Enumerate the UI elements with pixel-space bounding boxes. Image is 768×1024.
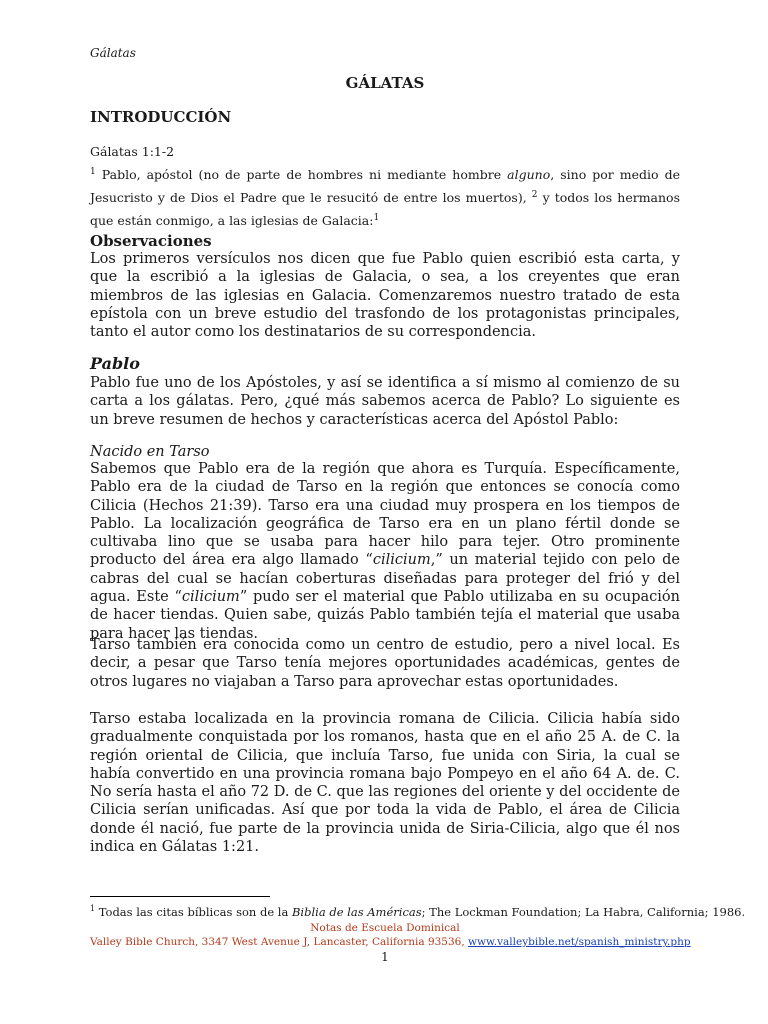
verse-part: y todos los hermanos que están conmigo, a las iglesias de Galacia: (90, 190, 681, 229)
italic-title: Biblia de las Américas (291, 904, 422, 919)
text-run: Sabemos que Pablo era de la región que ahora es Turquía. Específicamente, Pablo era de la ciudad de Tarso en la región que entonces se conocía como Cilicia (Hechos 21:39). Tarso era una ciudad muy prospera en los tiempos de Pablo. La localización geográfica de Tarso era en un plano fértil donde se cultivaba lino que se usaba para hacer hilo para tejer. Otro prominente producto del área era algo llamado “ (90, 461, 680, 569)
tarso-paragraph-3: Tarso estaba localizada en la provincia romana de Cilicia. Cilicia había sido gradualmente conquistada por los romanos, hasta que en el año 25 A. de C. la región oriental de Cilicia, que incluía Tarso, fue unida con Siria, la cual se había convertido en una provincia romana bajo Pompeyo en el año 64 A. de. C. No sería hasta el año 72 D. de C. que las regiones del oriente y del occidente de Cilicia serían unificadas. Así que por toda la vida de Pablo, el área de Cilicia donde él nació, fue parte de la provincia unida de Siria-Cilicia, algo que él nos indica en Gálatas 1:21. (90, 711, 680, 856)
verse-number: 1 (90, 167, 96, 177)
text-run: Todas las citas bíblicas son de la (95, 904, 292, 919)
page-title: GÁLATAS (345, 74, 425, 92)
footnote-marker: 1 (373, 213, 380, 224)
verse-italic: alguno (507, 167, 551, 183)
section-heading: INTRODUCCIÓN (90, 108, 232, 126)
address-text: Valley Bible Church, 3347 West Avenue J, Lancaster, California 93536, (90, 936, 469, 948)
verse-part: Pablo, apóstol (no de parte de hombres ni mediante hombre (95, 167, 508, 183)
footnote-number: 1 (90, 904, 96, 913)
footnote-divider (90, 896, 270, 897)
text-run: ; The Lockman Foundation; La Habra, California; 1986. (421, 904, 746, 919)
verse-text (90, 162, 680, 231)
footer-school: Notas de Escuela Dominical (310, 922, 460, 934)
italic-term: cilicium (181, 589, 240, 606)
tarso-paragraph-1 (90, 460, 680, 643)
verse-number: 2 (531, 190, 538, 201)
pablo-paragraph: Pablo fue uno de los Apóstoles, y así se identifica a sí mismo al comienzo de su carta a los gálatas. Pero, ¿qué más sabemos acerca de Pablo? Lo siguiente es un breve resumen de hechos y características acerca del Apóstol Pablo: (90, 375, 680, 428)
text-run: ” pudo ser el material que Pablo utilizaba en su ocupación de hacer tiendas. Quien sabe, quizás Pablo también tejía el material que usaba para hacer las tiendas. (90, 589, 680, 642)
footnote (90, 904, 745, 919)
running-header: Gálatas (90, 46, 136, 60)
italic-term: cilicium (372, 552, 431, 569)
page-number: 1 (381, 950, 389, 964)
text-run: ,” un material tejido con pelo de cabras del cual se hacían coberturas diseñadas para proteger del frió y del agua. Este “ (90, 552, 680, 606)
pablo-heading: Pablo (90, 354, 140, 373)
footer-address (90, 936, 691, 948)
tarso-heading: Nacido en Tarso (90, 444, 210, 460)
observaciones-heading: Observaciones (90, 232, 212, 250)
verse-reference: Gálatas 1:1-2 (90, 144, 175, 159)
tarso-paragraph-2: Tarso también era conocida como un centro de estudio, pero a nivel local. Es decir, a pesar que Tarso tenía mejores oportunidades académicas, gentes de otros lugares no viajaban a Tarso para aprovechar estas oportunidades. (90, 637, 680, 690)
ministry-link[interactable]: www.valleybible.net/spanish_ministry.php (468, 936, 691, 948)
observaciones-paragraph: Los primeros versículos nos dicen que fue Pablo quien escribió esta carta, y que la escribió a la iglesias de Galacia, o sea, a los creyentes que eran miembros de las iglesias en Galacia. Comenzaremos nuestro tratado de esta epístola con un breve estudio del trasfondo de los protagonistas principales, tanto el autor como los destinatarios de su correspondencia. (90, 251, 680, 341)
verse-part: , sino por medio de Jesucristo y de Dios el Padre que le resucitó de entre los muertos), (90, 167, 680, 206)
